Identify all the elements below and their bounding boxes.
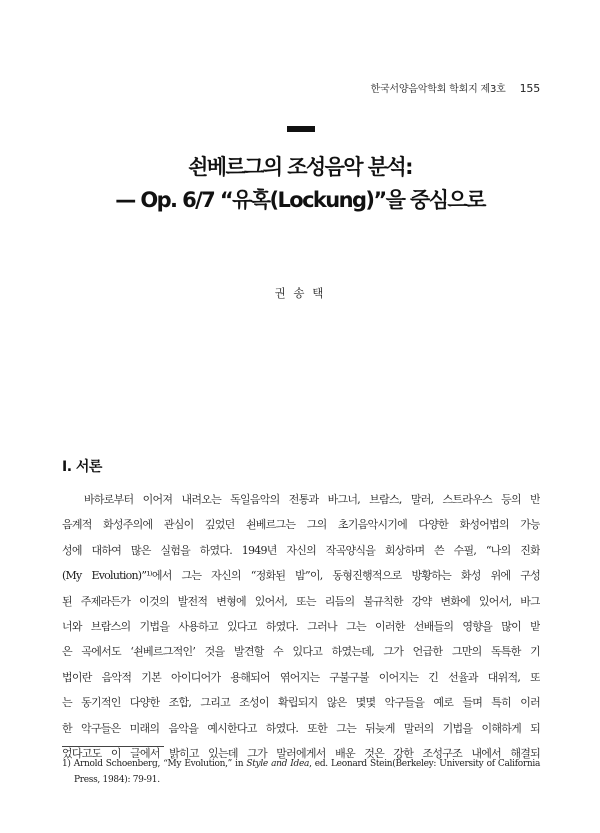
body-line: 바하로부터 이어져 내려오는 독일음악의 전통과 바그너, 브람스, 말러, 스트라우스 등의 반 [84,493,540,506]
footnote-line2: Press, 1984): 79-91. [74,775,160,785]
body-line: (My Evolution)”¹⁾에서 그는 자신의 “정화된 밤”이, 동형진행적으로 방황하는 화성 위에 구성 [62,569,540,583]
article-title-line1: 쇤베르그의 조성음악 분석: [188,155,412,179]
body-text [62,487,540,766]
body-line: 었다고도 이 글에서 밝히고 있는데 그가 말러에게서 배운 것은 강한 조성구조 내에서 해결되 [62,746,540,760]
footnote [62,756,540,788]
footnote-marker: 1) [62,759,71,769]
footnote-book-title: Style and Idea [246,759,310,769]
journal-name: 한국서양음악학회 학회지 제3호 [370,84,506,95]
footnote-text-after: , ed. Leonard Stein(Berkeley: University of California [309,759,541,769]
body-line: 법이란 음악적 기본 아이디어가 용해되어 엮어지는 구불구불 이어지는 긴 선율과 대위적, 또 [62,670,540,684]
article-title-line2: — Op. 6/7 “유혹(Lockung)”을 중심으로 [115,188,485,212]
section-heading: I. 서론 [62,459,102,475]
body-line: 음계적 화성주의에 관심이 깊었던 쇤베르그는 그의 초기음악시기에 다양한 화성어법의 가능 [62,518,540,532]
body-line: 된 주제라든가 이것의 발전적 변형에 있어서, 또는 리듬의 불규칙한 강약 변화에 있어서, 바그 [62,594,540,608]
body-line: 성에 대하여 많은 실험을 하였다. 1949년 자신의 작곡양식을 회상하며 쓴 수필, “나의 진화 [62,543,540,557]
author-name: 권 송 택 [274,286,326,300]
footnote-line1 [62,756,540,772]
body-line: 너와 브람스의 기법을 사용하고 있다고 하였다. 그러나 그는 이러한 선배들의 영향을 많이 받 [62,619,540,633]
body-line: 은 곡에서도 ‘쇤베르그적인’ 것을 발견할 수 있다고 하였는데, 그가 언급한 그만의 독특한 기 [62,645,540,659]
body-line: 한 악구들은 미래의 음악을 예시한다고 하였다. 또한 그는 뒤늦게 말러의 기법을 이해하게 되 [62,721,540,735]
footnote-text-before: Arnold Schoenberg, “My Evolution,” in [73,759,244,769]
body-line: 는 동기적인 다양한 조합, 그리고 조성이 확립되지 않은 몇몇 악구들을 예로 들며 특히 이러 [62,696,540,710]
footnote-divider [62,746,164,747]
page-number: 155 [519,82,540,95]
title-decoration-bar [287,126,315,132]
running-header [370,80,540,95]
